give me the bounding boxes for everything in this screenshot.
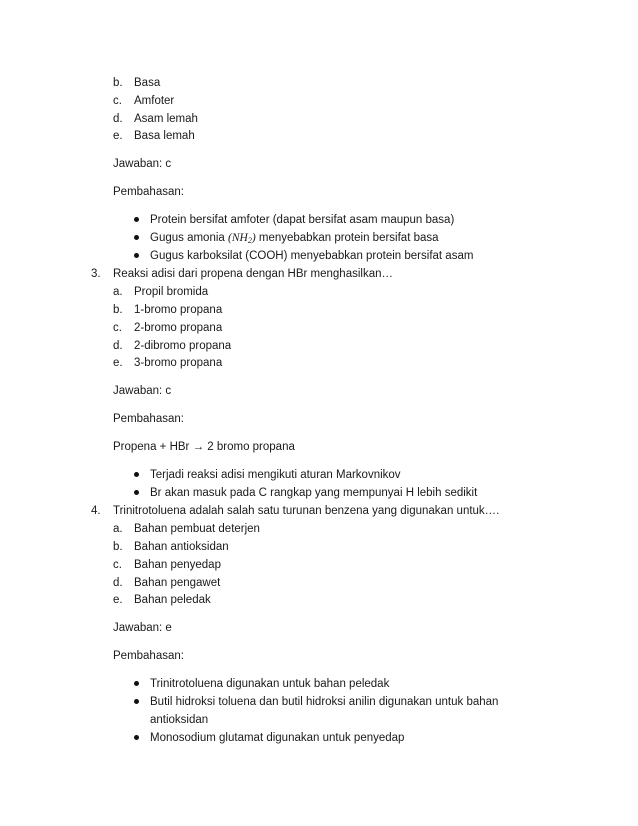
option-text: 2-dibromo propana: [134, 340, 232, 352]
question-text: Reaksi adisi dari propena dengan HBr menghasilkan…: [113, 268, 393, 280]
explanation-bullet-continuation: antioksidan: [150, 714, 209, 726]
option-marker: b.: [113, 77, 123, 89]
option-text: Asam lemah: [134, 113, 198, 125]
option-text: 1-bromo propana: [134, 304, 223, 316]
explanation-label: Pembahasan:: [113, 186, 184, 198]
option-text: Basa: [134, 77, 161, 89]
option-marker: e.: [113, 130, 123, 142]
option-marker: c.: [113, 95, 122, 107]
bullet-icon: [134, 735, 139, 740]
option-text: 2-bromo propana: [134, 322, 223, 334]
explanation-bullet: Protein bersifat amfoter (dapat bersifat asam maupun basa): [150, 214, 455, 226]
explanation-bullet: Trinitrotoluena digunakan untuk bahan peledak: [150, 678, 390, 690]
explanation-bullet: Butil hidroksi toluena dan butil hidroksi anilin digunakan untuk bahan: [150, 696, 499, 708]
option-text: Bahan peledak: [134, 594, 211, 606]
bullet-icon: [134, 490, 139, 495]
option-text: 3-bromo propana: [134, 357, 223, 369]
explanation-label: Pembahasan:: [113, 413, 184, 425]
bullet-icon: [134, 472, 139, 477]
answer-text: Jawaban: c: [113, 158, 172, 170]
answer-text: Jawaban: c: [113, 385, 172, 397]
option-text: Propil bromida: [134, 286, 209, 298]
option-text: Bahan penyedap: [134, 559, 221, 571]
answer-text: Jawaban: e: [113, 622, 172, 634]
bullet-prefix: Gugus amonia: [150, 232, 225, 244]
option-marker: b.: [113, 541, 123, 553]
question-number: 3.: [91, 268, 101, 280]
bullet-icon: [134, 235, 139, 240]
explanation-bullet: Gugus karboksilat (COOH) menyebabkan protein bersifat asam: [150, 250, 474, 262]
bullet-rest: menyebabkan protein bersifat basa: [258, 232, 439, 244]
question-text: Trinitrotoluena adalah salah satu turunan benzena yang digunakan untuk….: [113, 505, 500, 517]
option-text: Bahan pengawet: [134, 577, 221, 589]
option-marker: a.: [113, 286, 123, 298]
explanation-label: Pembahasan:: [113, 650, 184, 662]
question-number: 4.: [91, 505, 101, 517]
option-marker: d.: [113, 340, 123, 352]
option-text: Basa lemah: [134, 130, 195, 142]
option-marker: a.: [113, 523, 123, 535]
option-marker: d.: [113, 577, 123, 589]
bullet-icon: [134, 681, 139, 686]
option-text: Amfoter: [134, 95, 175, 107]
option-text: Bahan antioksidan: [134, 541, 229, 553]
bullet-icon: [134, 217, 139, 222]
explanation-bullet: [150, 231, 439, 248]
option-marker: d.: [113, 113, 123, 125]
explanation-bullet: Br akan masuk pada C rangkap yang mempunyai H lebih sedikit: [150, 487, 478, 499]
option-marker: e.: [113, 594, 123, 606]
explanation-bullet: Terjadi reaksi adisi mengikuti aturan Markovnikov: [150, 469, 401, 481]
ammonia-formula: $(NH_2)$: [228, 232, 256, 245]
bullet-icon: [134, 253, 139, 258]
option-marker: b.: [113, 304, 123, 316]
bullet-icon: [134, 699, 139, 704]
option-marker: c.: [113, 559, 122, 571]
option-marker: e.: [113, 357, 123, 369]
option-text: Bahan pembuat deterjen: [134, 523, 260, 535]
option-marker: c.: [113, 322, 122, 334]
reaction-equation: Propena + HBr → 2 bromo propana: [113, 441, 295, 453]
explanation-bullet: Monosodium glutamat digunakan untuk penyedap: [150, 732, 405, 744]
